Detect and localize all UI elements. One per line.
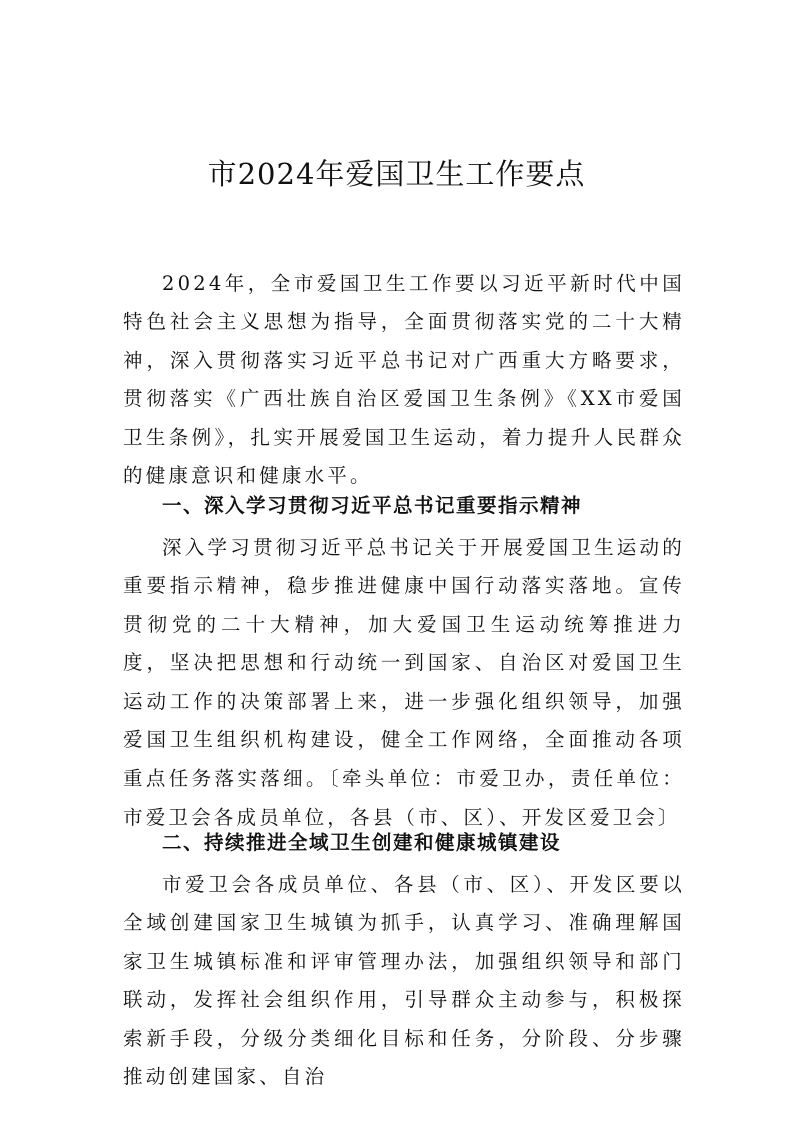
intro-paragraph: 2024年，全市爱国卫生工作要以习近平新时代中国特色社会主义思想为指导，全面贯彻落实党的二十大精神，深入贯彻落实习近平总书记对广西重大方略要求，贯彻落实《广西壮族自治区爱国卫生条例》《XX市爱国卫生条例》，扎实开展爱国卫生运动，着力提升人民群众的健康意识和健康水平。 [123,271,685,488]
section-heading-1: 一、深入学习贯彻习近平总书记重要指示精神 [162,494,583,518]
section-heading-2: 二、持续推进全域卫生创建和健康城镇建设 [162,831,562,855]
document-title: 市2024年爱国卫生工作要点 [207,157,586,192]
section-paragraph-1: 深入学习贯彻习近平总书记关于开展爱国卫生运动的重要指示精神，稳步推进健康中国行动落实落地。宣传贯彻党的二十大精神，加大爱国卫生运动统筹推进力度，坚决把思想和行动统一到国家、自治区对爱国卫生运动工作的决策部署上来，进一步强化组织领导，加强爱国卫生组织机构建设，健全工作网络，全面推动各项重点任务落实落细。〔牵头单位：市爱卫办，责任单位：市爱卫会各成员单位，各县（市、区）、开发区爱卫会〕 [123,535,685,829]
section-paragraph-2: 市爱卫会各成员单位、各县（市、区）、开发区要以全域创建国家卫生城镇为抓手，认真学习、准确理解国家卫生城镇标准和评审管理办法，加强组织领导和部门联动，发挥社会组织作用，引导群众主动参与，积极探索新手段，分级分类细化目标和任务，分阶段、分步骤推动创建国家、自治 [123,872,685,1089]
